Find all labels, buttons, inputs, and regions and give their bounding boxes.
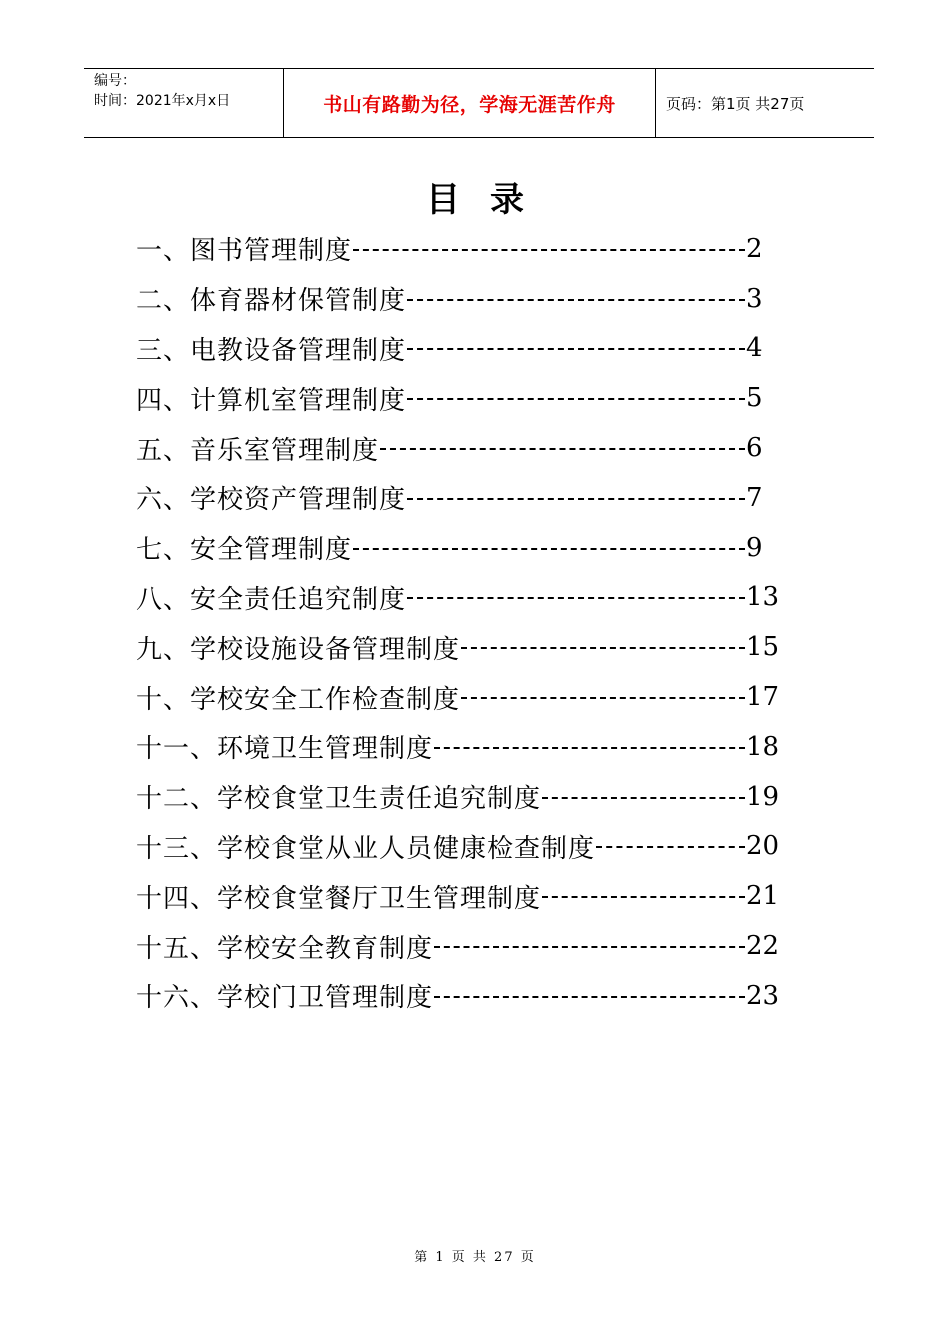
toc-entry[interactable] xyxy=(136,921,780,971)
toc-leader-line xyxy=(407,597,745,599)
toc-entry[interactable] xyxy=(136,971,780,1021)
toc-entry[interactable] xyxy=(136,274,776,324)
toc-entry[interactable] xyxy=(136,473,776,523)
toc-entry-page: 17 xyxy=(746,682,780,713)
toc-entry[interactable] xyxy=(136,523,776,573)
toc-entry[interactable] xyxy=(136,871,780,921)
toc-entry-label: 十五、学校安全教育制度 xyxy=(136,933,434,964)
toc-entry-page: 19 xyxy=(746,781,780,812)
header-motto-cell xyxy=(284,69,656,137)
table-of-contents xyxy=(136,224,780,1021)
toc-leader-line xyxy=(407,348,745,350)
toc-entry-page: 22 xyxy=(746,931,780,962)
toc-entry-label: 十三、学校食堂从业人员健康检查制度 xyxy=(136,833,596,864)
toc-entry-label: 六、学校资产管理制度 xyxy=(136,485,407,516)
toc-entry[interactable] xyxy=(136,224,776,274)
toc-leader-line xyxy=(380,448,745,450)
toc-entry[interactable] xyxy=(136,373,776,423)
toc-entry[interactable] xyxy=(136,622,780,672)
toc-entry[interactable] xyxy=(136,423,776,473)
toc-entry-page: 20 xyxy=(746,831,780,862)
toc-entry-label: 十二、学校食堂卫生责任追究制度 xyxy=(136,784,542,815)
toc-entry-page: 13 xyxy=(746,582,780,613)
toc-leader-line xyxy=(407,398,745,400)
toc-entry-label: 五、音乐室管理制度 xyxy=(136,435,380,466)
toc-entry-label: 二、体育器材保管制度 xyxy=(136,286,407,317)
toc-entry-page: 18 xyxy=(746,731,780,762)
toc-leader-line xyxy=(461,697,745,699)
toc-entry[interactable] xyxy=(136,722,780,772)
document-time-label: 时间：2021年x月x日 xyxy=(94,93,231,109)
toc-leader-line xyxy=(353,548,745,550)
header-page-info-cell xyxy=(656,69,874,137)
toc-entry-page: 3 xyxy=(746,283,763,314)
toc-entry-page: 2 xyxy=(746,233,763,264)
toc-leader-line xyxy=(542,896,745,898)
toc-leader-line xyxy=(353,249,745,251)
toc-entry-page: 4 xyxy=(746,333,763,364)
toc-leader-line xyxy=(461,647,745,649)
toc-leader-line xyxy=(407,299,745,301)
toc-entry-page: 15 xyxy=(746,632,780,663)
document-number-label: 编号： xyxy=(94,73,136,89)
toc-entry[interactable] xyxy=(136,822,780,872)
toc-entry-label: 九、学校设施设备管理制度 xyxy=(136,634,461,665)
toc-entry[interactable] xyxy=(136,772,780,822)
toc-entry-label: 一、图书管理制度 xyxy=(136,236,353,267)
toc-entry-page: 23 xyxy=(746,980,780,1011)
toc-entry-page: 21 xyxy=(746,881,780,912)
toc-entry-page: 9 xyxy=(746,532,763,563)
toc-entry-label: 十一、环境卫生管理制度 xyxy=(136,734,434,765)
toc-entry-label: 七、安全管理制度 xyxy=(136,535,353,566)
page-footer: 第 1 页 共 27 页 xyxy=(414,1250,536,1265)
toc-leader-line xyxy=(434,747,745,749)
header-page-info: 页码：第1页 共27页 xyxy=(666,94,805,113)
toc-entry-label: 十、学校安全工作检查制度 xyxy=(136,684,461,715)
toc-leader-line xyxy=(434,946,745,948)
toc-title: 目录 xyxy=(426,180,554,220)
toc-entry[interactable] xyxy=(136,324,776,374)
toc-leader-line xyxy=(596,846,745,848)
toc-leader-line xyxy=(542,797,745,799)
toc-entry-label: 四、计算机室管理制度 xyxy=(136,385,407,416)
toc-entry-page: 5 xyxy=(746,383,763,414)
header-motto: 书山有路勤为径，学海无涯苦作舟 xyxy=(323,93,616,116)
toc-entry[interactable] xyxy=(136,573,780,623)
toc-leader-line xyxy=(407,498,745,500)
toc-entry-page: 7 xyxy=(746,482,763,513)
toc-entry-label: 三、电教设备管理制度 xyxy=(136,335,407,366)
toc-entry-label: 八、安全责任追究制度 xyxy=(136,584,407,615)
page-header xyxy=(84,68,874,138)
toc-entry-label: 十六、学校门卫管理制度 xyxy=(136,983,434,1014)
header-meta xyxy=(84,69,284,137)
toc-entry-page: 6 xyxy=(746,433,763,464)
toc-entry[interactable] xyxy=(136,672,780,722)
toc-leader-line xyxy=(434,996,745,998)
toc-entry-label: 十四、学校食堂餐厅卫生管理制度 xyxy=(136,883,542,914)
